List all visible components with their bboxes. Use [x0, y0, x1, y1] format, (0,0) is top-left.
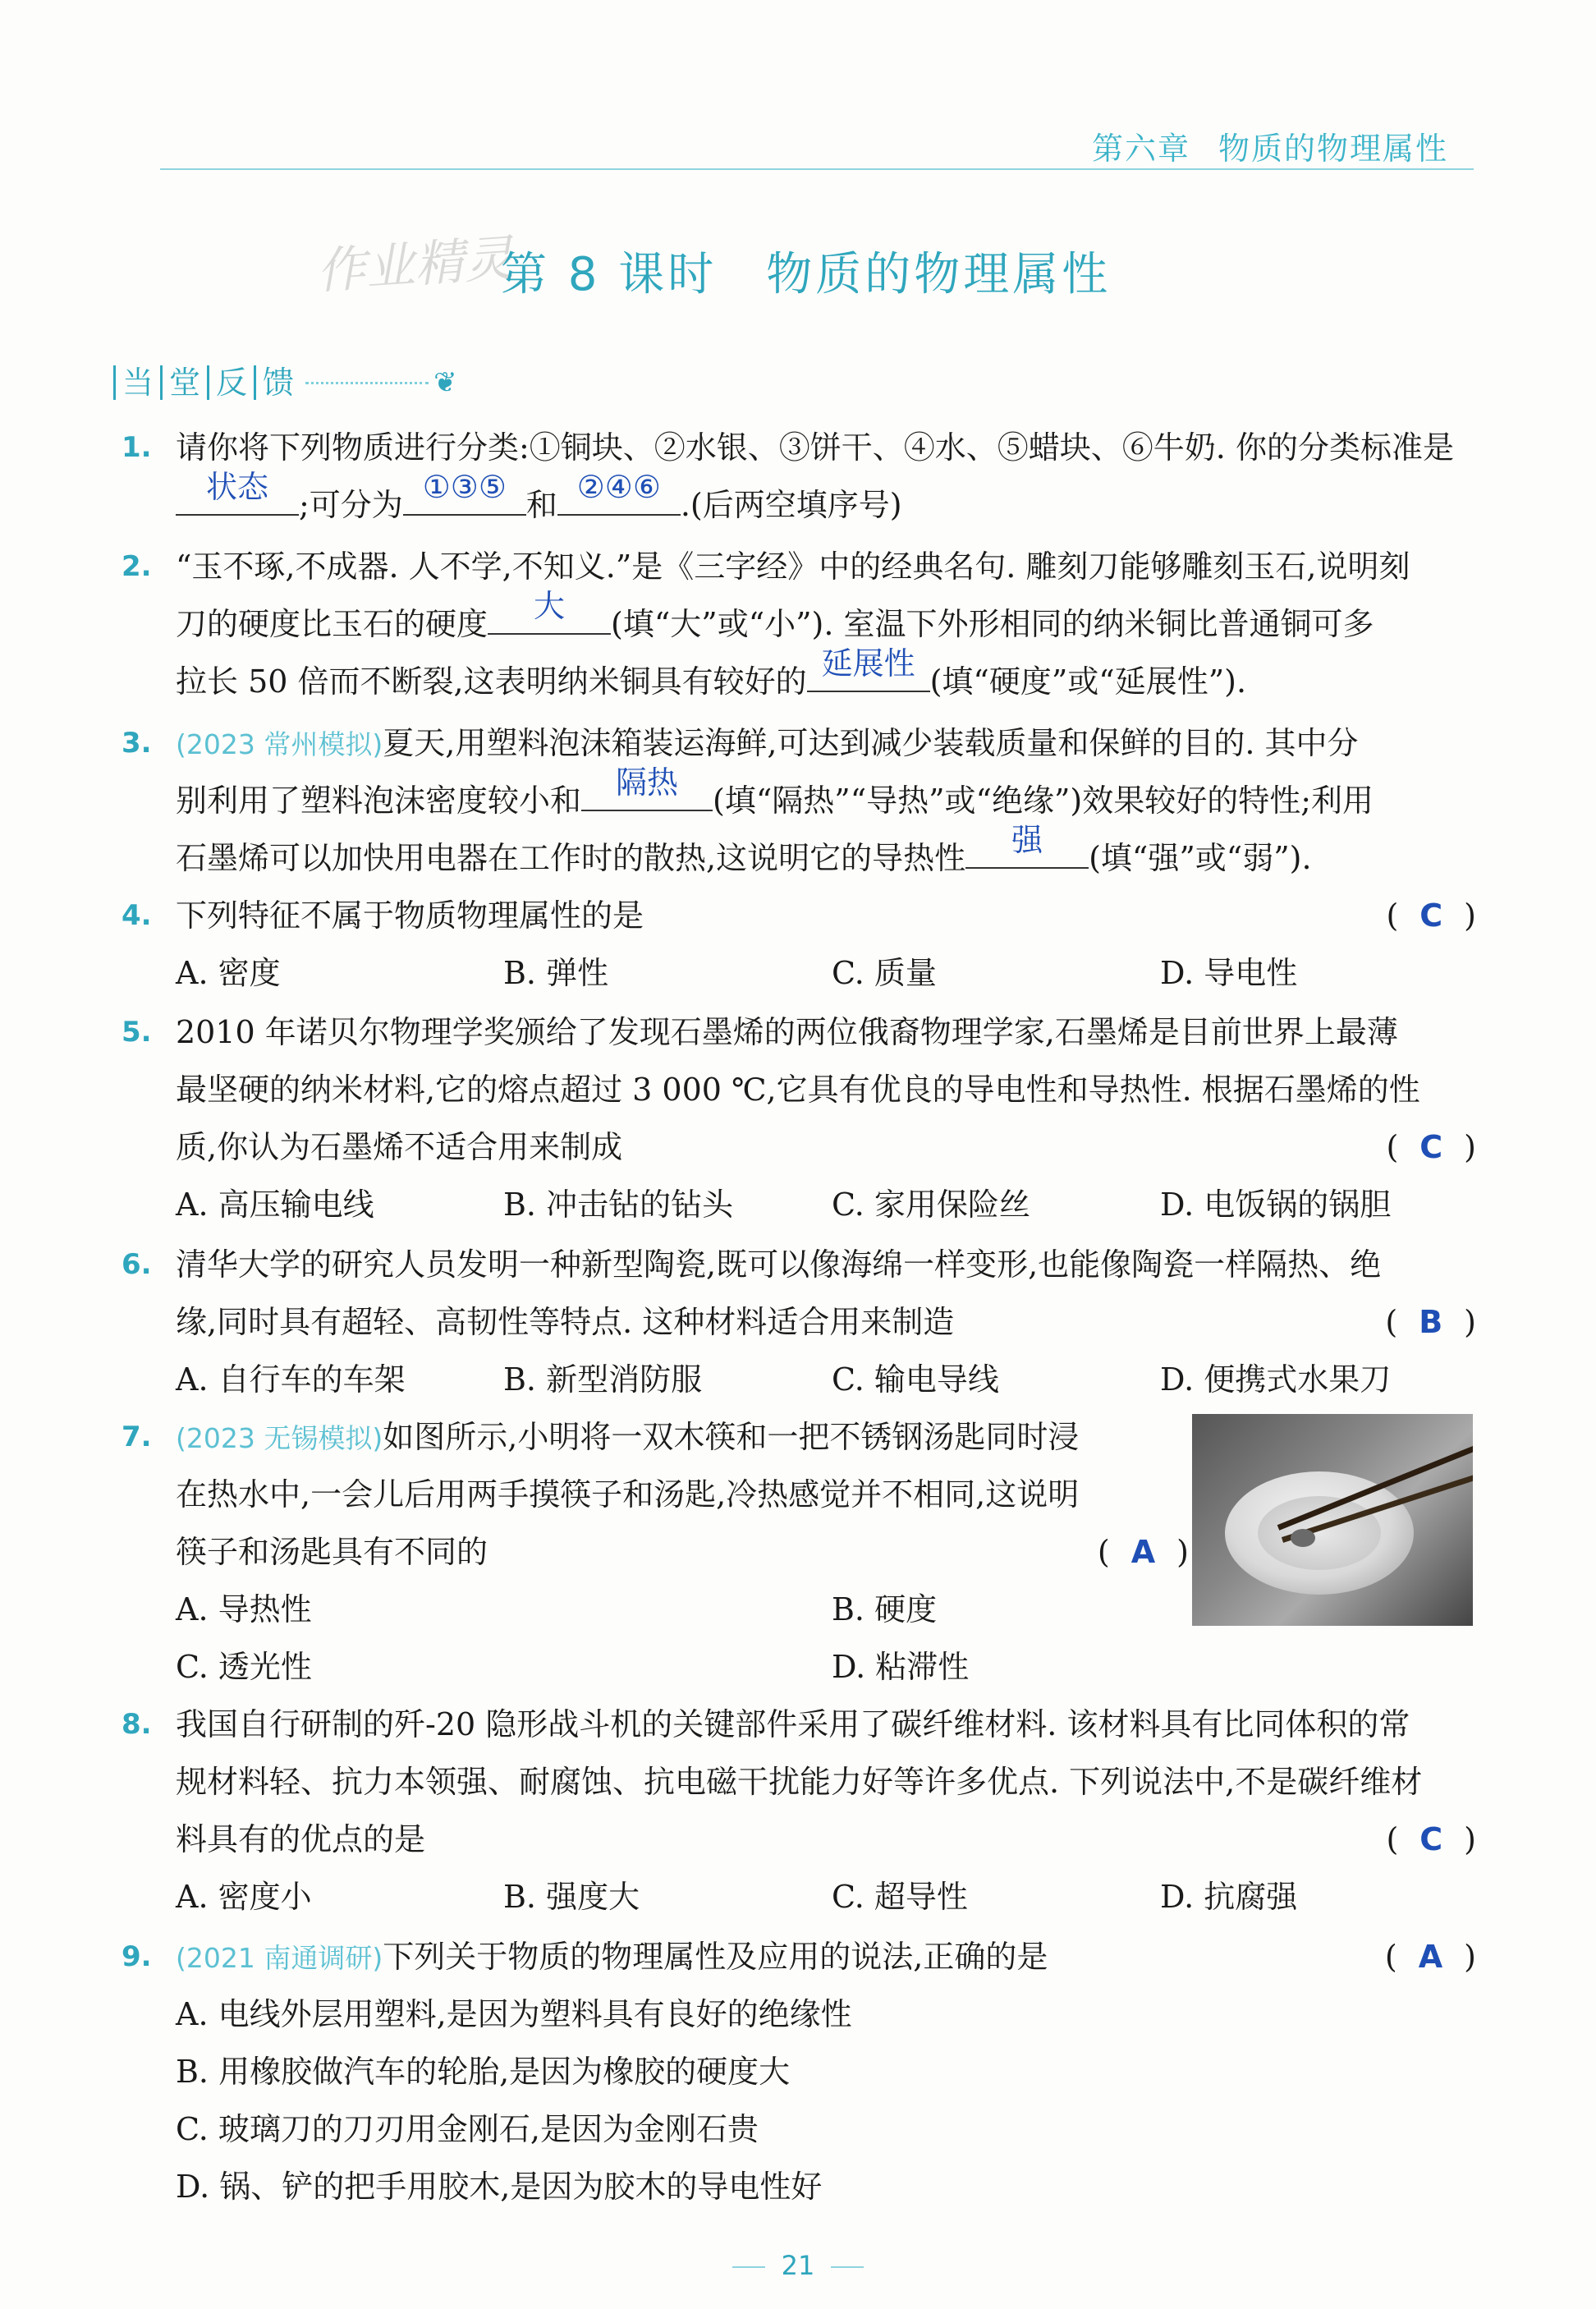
page-number [0, 2250, 1596, 2281]
choice-answer: A [1130, 1534, 1156, 1570]
section-char: 堂 [160, 365, 207, 400]
answer-blank [581, 764, 713, 811]
option: D. 抗腐强 [1160, 1879, 1298, 1915]
question-text: (填“硬度”或“延展性”). [929, 663, 1247, 700]
option: A. 高压输电线 [176, 1187, 374, 1223]
option: B. 强度大 [503, 1879, 640, 1915]
question-text: (填“大”或“小”). 室温下外形相同的纳米铜比普通铜可多 [611, 606, 1374, 642]
answer-parentheses: ( C ) [1386, 897, 1476, 934]
section-char: 反 [207, 365, 254, 400]
question-text: 和 [525, 487, 557, 523]
handwritten-answer: 强 [1011, 822, 1043, 858]
question-line [176, 469, 902, 534]
option: A. 密度小 [176, 1879, 312, 1915]
question-text: 规材料轻、抗力本领强、耐腐蚀、抗电磁干扰能力好等许多优点. 下列说法中,不是碳纤维材 [176, 1764, 1423, 1800]
question-text: 石墨烯可以加快用电器在工作时的散热,这说明它的导热性 [176, 840, 966, 876]
page-number-text: 21 [781, 2250, 815, 2281]
option: D. 电饭锅的锅胆 [1160, 1187, 1392, 1223]
question-line [176, 822, 1312, 887]
option: C. 家用保险丝 [832, 1187, 1030, 1223]
question-text: “玉不琢,不成器. 人不学,不知义.”是《三字经》中的经典名句. 雕刻刀能够雕刻玉石,说明刻 [176, 549, 1410, 585]
option: C. 超导性 [832, 1879, 968, 1915]
question-text: ;可分为 [299, 487, 403, 523]
option: B. 新型消防服 [503, 1361, 703, 1398]
section-dotted-line [305, 382, 429, 384]
option: B. 硬度 [832, 1591, 938, 1627]
leaf-icon: ❦ [433, 366, 457, 399]
option: B. 冲击钻的钻头 [503, 1187, 734, 1223]
answer-blank [403, 469, 526, 516]
question-text: 拉长 50 倍而不断裂,这表明纳米铜具有较好的 [176, 663, 807, 700]
handwritten-answer: 延展性 [821, 645, 915, 682]
question-line [176, 714, 1359, 773]
answer-blank [176, 469, 299, 516]
answer-parentheses: ( C ) [1386, 1129, 1476, 1165]
question-number: 7. [122, 1421, 152, 1453]
question-text: .(后两空填序号) [680, 487, 902, 523]
answer-parentheses: ( B ) [1385, 1304, 1476, 1340]
section-char: 馈 [254, 365, 300, 400]
option: B. 用橡胶做汽车的轮胎,是因为橡胶的硬度大 [176, 2054, 791, 2090]
question-text: 请你将下列物质进行分类:①铜块、②水银、③饼干、④水、⑤蜡块、⑥牛奶. 你的分类标准是 [176, 429, 1454, 466]
answer-parentheses: ( A ) [1384, 1939, 1476, 1975]
choice-answer: C [1419, 1821, 1443, 1857]
chapter-title: 物质的物理属性 [1218, 131, 1449, 167]
option: C. 质量 [832, 955, 937, 991]
option: A. 电线外层用塑料,是因为塑料具有良好的绝缘性 [176, 1996, 852, 2032]
choice-answer: C [1419, 897, 1443, 934]
question-number: 6. [122, 1248, 152, 1281]
chapter-header [1092, 123, 1448, 168]
header-rule [160, 168, 1474, 170]
option: C. 透光性 [176, 1649, 312, 1685]
question-line [176, 588, 1374, 653]
option: A. 密度 [176, 955, 281, 991]
lesson-title [501, 238, 1111, 304]
lesson-name: 物质的物理属性 [766, 248, 1112, 301]
option: A. 自行车的车架 [176, 1361, 406, 1398]
bowl-chopsticks-spoon-photo [1192, 1414, 1473, 1626]
question-text: 缘,同时具有超轻、高韧性等特点. 这种材料适合用来制造 [176, 1304, 955, 1340]
question-line [176, 764, 1374, 829]
answer-blank [488, 588, 611, 635]
handwritten-answer: ①③⑤ [422, 469, 507, 505]
question-number: 5. [122, 1016, 152, 1049]
question-number: 4. [122, 899, 152, 932]
option: D. 便携式水果刀 [1160, 1361, 1392, 1398]
answer-blank [807, 645, 930, 692]
choice-answer: A [1418, 1939, 1443, 1975]
handwritten-answer: 状态 [205, 469, 268, 505]
question-source: (2023 常州模拟) [176, 728, 383, 760]
question-text: 料具有的优点的是 [176, 1821, 426, 1857]
section-heading [113, 365, 457, 400]
answer-parentheses: ( C ) [1386, 1821, 1476, 1857]
question-line [176, 1408, 1079, 1467]
question-text: 2010 年诺贝尔物理学奖颁给了发现石墨烯的两位俄裔物理学家,石墨烯是目前世界上最薄 [176, 1014, 1398, 1050]
chapter-number: 第六章 [1092, 131, 1191, 167]
question-text: 筷子和汤匙具有不同的 [176, 1534, 488, 1570]
question-text: 最坚硬的纳米材料,它的熔点超过 3 000 ℃,它具有优良的导电性和导热性. 根据石墨烯的性 [176, 1072, 1420, 1108]
question-line [176, 645, 1247, 710]
question-text: 别利用了塑料泡沫密度较小和 [176, 783, 582, 819]
question-number: 9. [122, 1940, 152, 1973]
option: A. 导热性 [176, 1591, 312, 1627]
question-text: 如图所示,小明将一双木筷和一把不锈钢汤匙同时浸 [383, 1419, 1080, 1455]
question-line [176, 1928, 1048, 1987]
answer-parentheses: ( A ) [1097, 1534, 1189, 1570]
spoon [1291, 1529, 1315, 1547]
question-number: 8. [122, 1708, 152, 1741]
question-text: 下列关于物质的物理属性及应用的说法,正确的是 [383, 1939, 1048, 1975]
question-text: 我国自行研制的歼-20 隐形战斗机的关键部件采用了碳纤维材料. 该材料具有比同体积的常 [176, 1706, 1410, 1742]
question-source: (2023 无锡模拟) [176, 1422, 383, 1454]
question-text: 在热水中,一会儿后用两手摸筷子和汤匙,冷热感觉并不相同,这说明 [176, 1476, 1080, 1513]
question-number: 1. [122, 431, 152, 464]
section-char: 当 [113, 365, 160, 400]
question-text: 下列特征不属于物质物理属性的是 [176, 897, 644, 934]
page-dash [732, 2266, 765, 2268]
answer-blank [965, 822, 1089, 869]
question-text: 清华大学的研究人员发明一种新型陶瓷,既可以像海绵一样变形,也能像陶瓷一样隔热、绝 [176, 1246, 1382, 1283]
option: D. 粘滞性 [832, 1649, 970, 1685]
question-source: (2021 南通调研) [176, 1942, 383, 1974]
page-dash [831, 2266, 864, 2268]
option: D. 导电性 [1160, 955, 1298, 991]
handwritten-answer: ②④⑥ [576, 469, 661, 505]
question-text: 刀的硬度比玉石的硬度 [176, 606, 488, 642]
question-text: (填“隔热”“导热”或“绝缘”)效果较好的特性;利用 [713, 783, 1374, 819]
lesson-number: 第 8 课时 [501, 248, 718, 301]
answer-blank [557, 469, 681, 516]
question-number: 3. [122, 727, 152, 760]
handwritten-answer: 隔热 [616, 764, 679, 801]
option: B. 弹性 [503, 955, 609, 991]
option: C. 输电导线 [832, 1361, 999, 1398]
question-text: (填“强”或“弱”). [1089, 840, 1312, 876]
option: C. 玻璃刀的刀刃用金刚石,是因为金刚石贵 [176, 2111, 759, 2147]
choice-answer: C [1419, 1129, 1443, 1165]
question-number: 2. [122, 550, 152, 583]
watermark-logo: 作业精灵 [314, 229, 516, 301]
handwritten-answer: 大 [534, 588, 566, 624]
question-text: 质,你认为石墨烯不适合用来制成 [176, 1129, 623, 1165]
choice-answer: B [1419, 1304, 1443, 1340]
question-text: 夏天,用塑料泡沫箱装运海鲜,可达到减少装载质量和保鲜的目的. 其中分 [383, 725, 1359, 761]
option: D. 锅、铲的把手用胶木,是因为胶木的导电性好 [176, 2169, 823, 2205]
